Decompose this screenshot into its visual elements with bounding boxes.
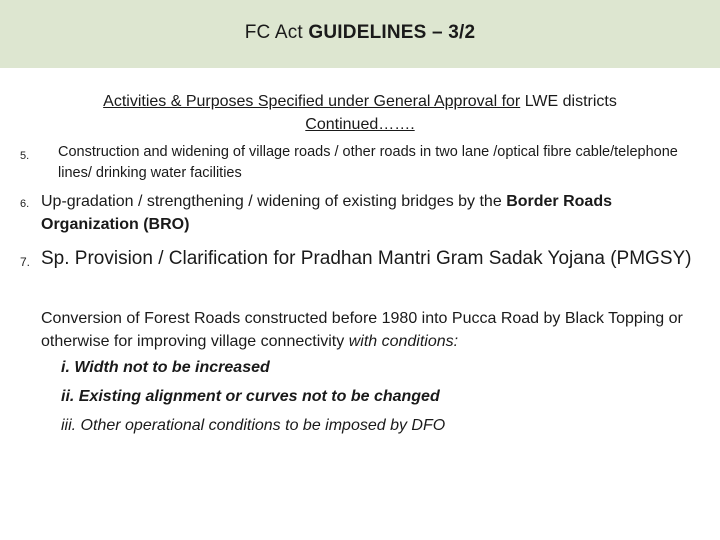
subtitle-highlight: LWE districts xyxy=(524,93,617,110)
item-number: 7. xyxy=(20,255,31,269)
item-text: Construction and widening of village roads / other roads in two lane /optical fibre cable/telephone lines/ drinking water facilities xyxy=(58,144,678,181)
item-text-plain: Up-gradation / strengthening / widening of existing bridges by the xyxy=(41,193,502,210)
title-prefix: FC Act xyxy=(244,22,303,43)
subtitle-text: Activities & Purposes Specified under General Approval for xyxy=(103,93,521,110)
title-main: GUIDELINES – 3/2 xyxy=(308,22,476,43)
item-number: 6. xyxy=(20,198,30,210)
item-number: 5. xyxy=(20,150,30,162)
item-text xyxy=(41,190,711,236)
section-subtitle xyxy=(30,90,690,136)
pmgsy-paragraph xyxy=(41,307,706,353)
condition-2: ii. Existing alignment or curves not to be changed xyxy=(61,388,440,405)
subtitle-continued: Continued……. xyxy=(305,116,415,133)
item-text-bold: Border Roads Organization (BRO) xyxy=(41,193,612,233)
page-title xyxy=(0,22,720,44)
pmgsy-with-conditions: with conditions: xyxy=(348,333,459,350)
pmgsy-text: Conversion of Forest Roads constructed before 1980 into Pucca Road by Black Topping or otherwise for improving village connectivity xyxy=(41,310,683,350)
item-heading: Sp. Provision / Clarification for Pradhan Mantri Gram Sadak Yojana (PMGSY) xyxy=(41,248,692,269)
condition-3: iii. Other operational conditions to be imposed by DFO xyxy=(61,417,446,434)
condition-1: i. Width not to be increased xyxy=(61,359,270,376)
